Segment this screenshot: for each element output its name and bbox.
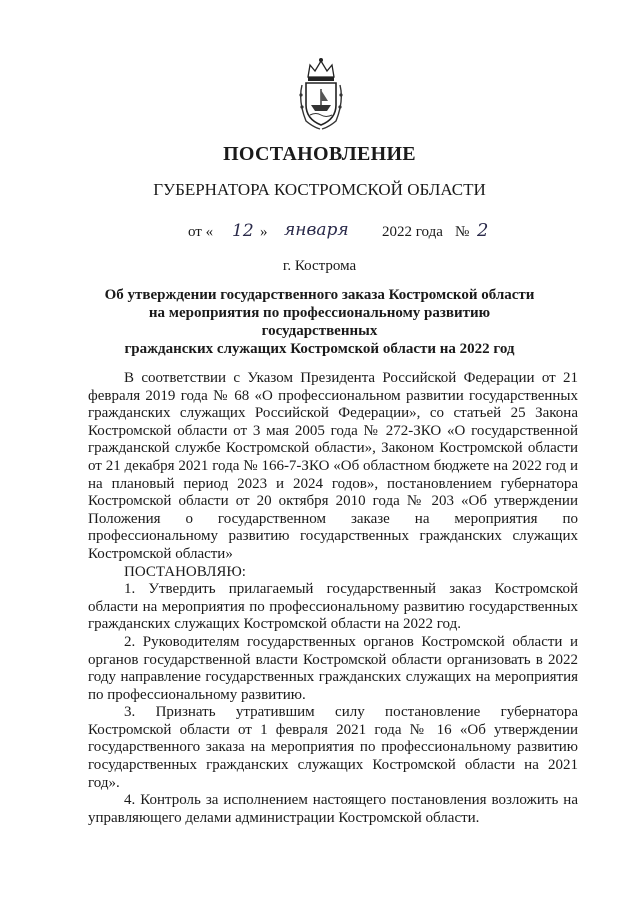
heading-line-2: на мероприятия по профессиональному развитию государственных [148, 305, 491, 339]
date-mid: » [260, 224, 268, 240]
preamble-paragraph: В соответствии с Указом Президента Российской Федерации от 21 февраля 2019 года № 68 «О профессиональном развитии государственных гражданских служащих Российской Федерации», со статьей 25 Закона Костромской области от 3 мая 2005 года № 272-ЗКО «О государственной гражданской службе Костромской области», Законом Костромской области от 21 декабря 2021 года № 166-7-ЗКО «Об областном бюджете на 2022 год и на плановый период 2023 и 2024 годов», постановлением губернатора Костромской области от 20 октября 2010 года № 203 «Об утверждении Положения о государственном заказе на мероприятия по профессиональному развитию государственных гражданских служащих Костромской области» [88, 370, 578, 562]
decree-item-2: 2. Руководителям государственных органов Костромской области и органов государственной власти Костромской области организовать в 2022 году направление государственных гражданских служащих на мероприятия по профессиональному развитию. [88, 633, 578, 703]
document-heading [90, 286, 549, 358]
decree-item-1: 1. Утвердить прилагаемый государственный заказ Костромской области на мероприятия по профессиональному развитию государственных гражданских служащих Костромской области на 2022 год. [88, 581, 578, 633]
heading-line-1: Об утверждении государственного заказа Костромской области [104, 287, 535, 303]
date-month-handwritten: января [284, 220, 349, 240]
document-city: г. Кострома [282, 258, 357, 274]
decree-item-4: 4. Контроль за исполнением настоящего постановления возложить на управляющего делами администрации Костромской области. [88, 792, 578, 826]
document-title: ПОСТАНОВЛЕНИЕ [223, 143, 416, 165]
decree-item-3: 3. Признать утратившим силу постановление губернатора Костромской области от 1 февраля 2021 года № 16 «Об утверждении государственного заказа на мероприятия по профессиональному развитию государственных гражданских служащих Костромской области на 2021 год». [88, 704, 578, 791]
heading-line-3: гражданских служащих Костромской области на 2022 год [124, 341, 515, 357]
document-number-handwritten: 2 [477, 220, 489, 241]
number-prefix: № [455, 224, 470, 240]
date-day-handwritten: 12 [232, 221, 254, 241]
date-year: 2022 года [382, 224, 443, 240]
coat-of-arms-emblem [296, 55, 346, 131]
date-prefix: от « [188, 224, 214, 240]
document-body [88, 370, 578, 827]
document-issuer: ГУБЕРНАТОРА КОСТРОМСКОЙ ОБЛАСТИ [153, 180, 486, 199]
decree-word: ПОСТАНОВЛЯЮ: [124, 563, 246, 580]
